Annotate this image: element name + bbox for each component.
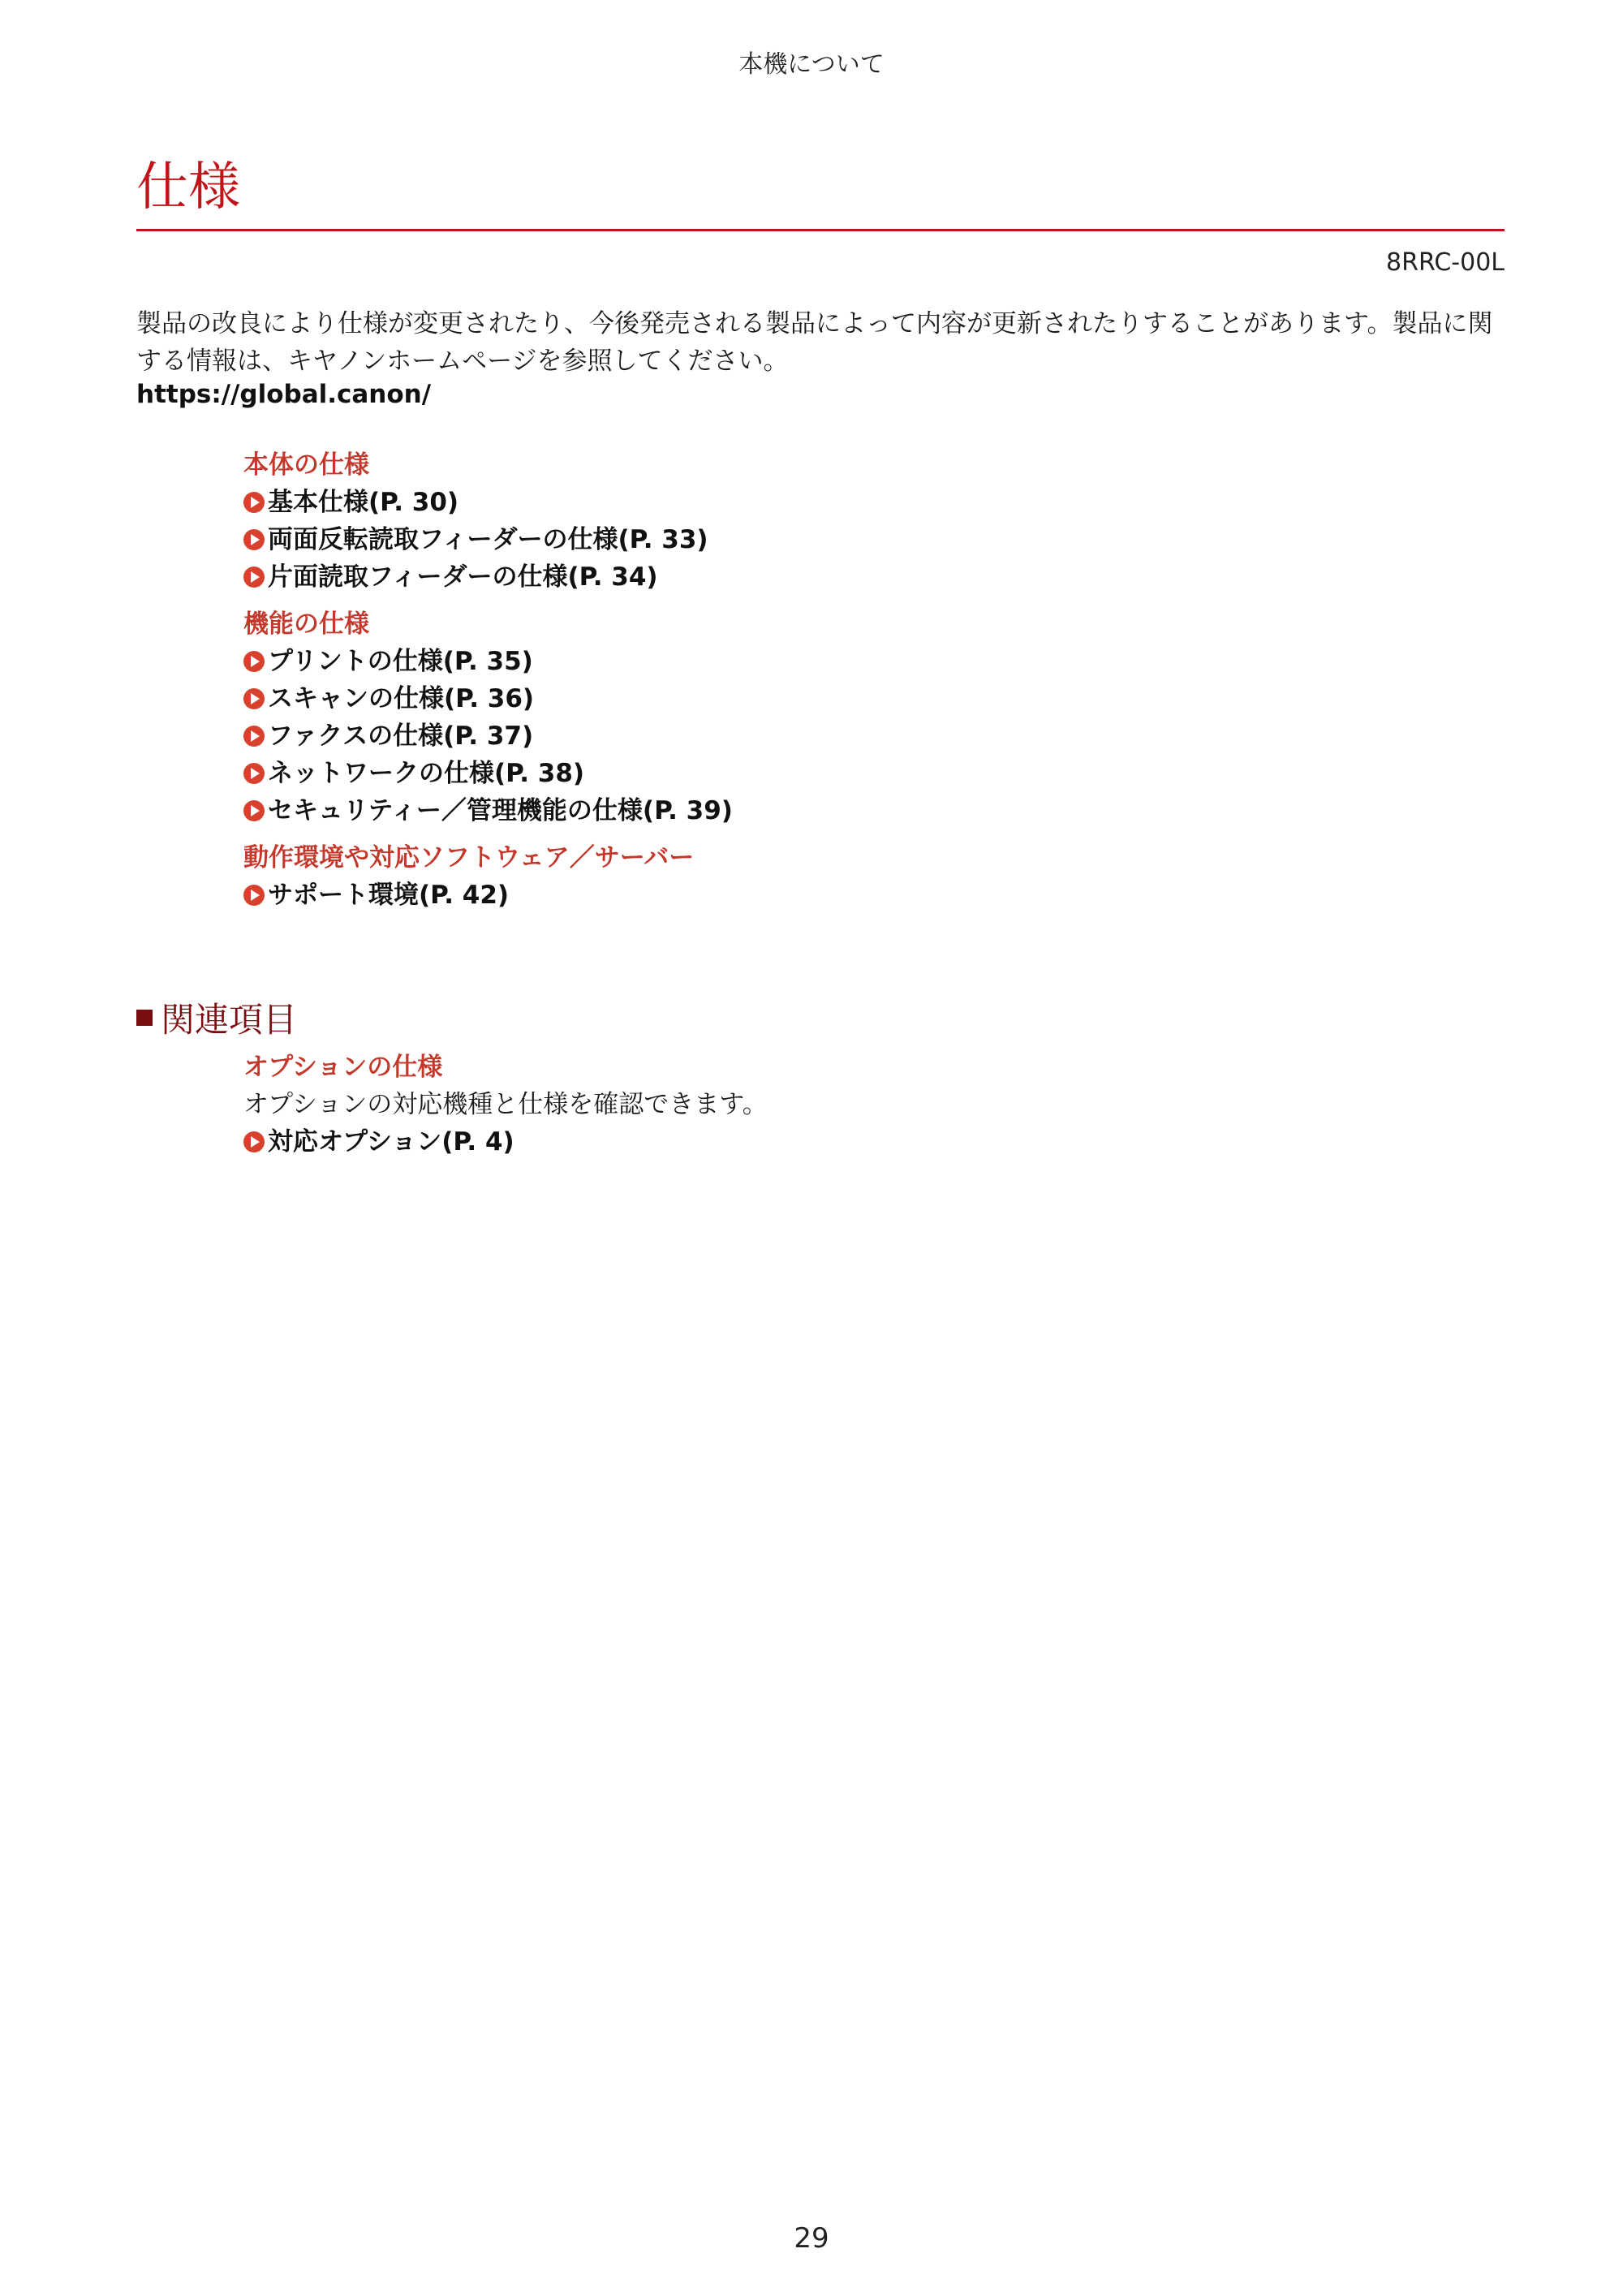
link-label: 片面読取フィーダーの仕様(P. 34)	[268, 562, 658, 592]
arrow-right-circle-icon	[243, 529, 265, 550]
link-label: 両面反転読取フィーダーの仕様(P. 33)	[268, 525, 708, 554]
arrow-right-circle-icon	[243, 885, 265, 906]
link-label: ファクスの仕様(P. 37)	[268, 722, 534, 751]
related-title: オプションの仕様	[243, 1053, 443, 1082]
link-security-specs[interactable]	[243, 792, 1380, 829]
arrow-right-circle-icon	[243, 800, 265, 821]
canon-url-link[interactable]: https://global.canon/	[136, 380, 432, 409]
link-label: サポート環境(P. 42)	[268, 881, 510, 910]
spec-table-of-contents	[243, 446, 1380, 924]
related-section	[243, 1049, 1380, 1161]
section-title: 本体の仕様	[243, 450, 369, 480]
intro-paragraph: 製品の改良により仕様が変更されたり、今後発売される製品によって内容が更新されたりすることがあります。製品に関する情報は、キヤノンホームページを参照してください。	[136, 309, 1493, 376]
link-options[interactable]	[243, 1123, 1380, 1161]
page-title: 仕様	[136, 157, 240, 218]
section-body-specs	[243, 446, 1380, 596]
link-support-environment[interactable]	[243, 877, 1380, 914]
link-label: プリントの仕様(P. 35)	[268, 647, 533, 676]
section-environment-specs	[243, 839, 1380, 914]
title-divider	[136, 229, 1505, 231]
link-duplex-feeder-specs[interactable]	[243, 521, 1380, 558]
link-print-specs[interactable]	[243, 643, 1380, 680]
page-number: 29	[794, 2222, 829, 2255]
section-title: 機能の仕様	[243, 610, 369, 639]
link-label: スキャンの仕様(P. 36)	[268, 684, 535, 713]
arrow-right-circle-icon	[243, 651, 265, 672]
link-network-specs[interactable]	[243, 755, 1380, 792]
related-heading	[136, 993, 297, 1042]
square-bullet-icon	[136, 1010, 153, 1026]
arrow-right-circle-icon	[243, 763, 265, 784]
arrow-right-circle-icon	[243, 492, 265, 513]
link-label: 基本仕様(P. 30)	[268, 488, 459, 517]
related-heading-label: 関連項目	[161, 1000, 298, 1040]
link-simplex-feeder-specs[interactable]	[243, 558, 1380, 596]
arrow-right-circle-icon	[243, 726, 265, 747]
link-scan-specs[interactable]	[243, 680, 1380, 717]
section-title: 動作環境や対応ソフトウェア／サーバー	[243, 843, 695, 872]
document-id: 8RRC-00L	[1386, 248, 1505, 277]
arrow-right-circle-icon	[243, 566, 265, 588]
link-label: 対応オプション(P. 4)	[268, 1127, 514, 1157]
link-label: ネットワークの仕様(P. 38)	[268, 759, 585, 788]
link-basic-specs[interactable]	[243, 484, 1380, 521]
link-fax-specs[interactable]	[243, 717, 1380, 755]
running-header: 本機について	[738, 50, 885, 79]
link-label: セキュリティー／管理機能の仕様(P. 39)	[268, 796, 733, 825]
arrow-right-circle-icon	[243, 1131, 265, 1152]
section-function-specs	[243, 605, 1380, 829]
related-description: オプションの対応機種と仕様を確認できます。	[243, 1090, 768, 1119]
arrow-right-circle-icon	[243, 688, 265, 709]
